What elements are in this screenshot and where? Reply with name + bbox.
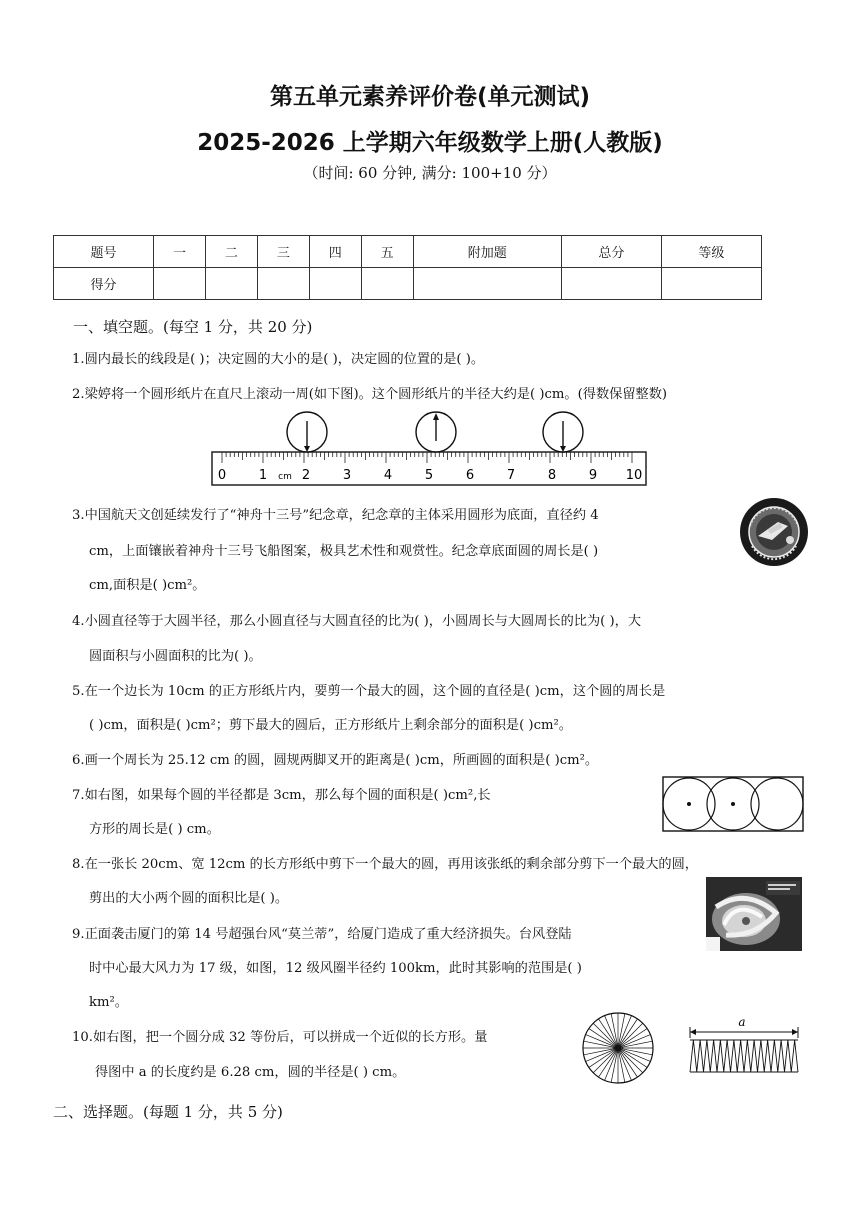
question-4-line-2: 圆面积与小圆面积的比为( )。 — [89, 649, 262, 664]
question-10-line-2: 得图中 a 的长度约是 6.28 cm，圆的半径是( ) cm。 — [95, 1065, 406, 1080]
title-line-1: 第五单元素养评价卷(单元测试) — [269, 84, 591, 110]
rolling-circle — [287, 412, 327, 452]
ruler-label: 8 — [547, 468, 557, 483]
title-line-2: 2025-2026 上学期六年级数学上册(人教版) — [197, 130, 663, 156]
question-6: 6.画一个周长为 25.12 cm 的圆，圆规两脚叉开的距离是( )cm，所画圆的面积是( )cm²。 — [72, 753, 599, 768]
question-3-line-1: 3.中国航天文创延续发行了“神舟十三号”纪念章，纪念章的主体采用圆形为底面，直径约 4 — [72, 508, 599, 523]
shenzhou-badge-image — [738, 496, 810, 568]
section-2-heading: 二、选择题。(每题 1 分，共 5 分) — [53, 1103, 283, 1121]
ruler-label: 2 — [301, 468, 311, 483]
question-2: 2.梁婷将一个圆形纸片在直尺上滚动一周(如下图)。这个圆形纸片的半径大约是( )cm。(得数保留整数) — [72, 387, 668, 402]
typhoon-image — [706, 877, 802, 951]
score-table-header: 四 — [309, 236, 361, 268]
score-cell[interactable] — [413, 268, 561, 300]
score-table-header: 五 — [361, 236, 413, 268]
question-1: 1.圆内最长的线段是( )；决定圆的大小的是( )，决定圆的位置的是( )。 — [72, 352, 485, 367]
ruler-label: 0 — [217, 468, 227, 483]
question-8-line-1: 8.在一张长 20cm、宽 12cm 的长方形纸中剪下一个最大的圆，再用该张纸的剩余部分剪下一个最大的圆， — [72, 857, 698, 872]
score-table-score-row — [54, 268, 762, 300]
question-5-line-2: ( )cm，面积是( )cm²；剪下最大的圆后，正方形纸片上剩余部分的面积是( )cm²。 — [89, 718, 572, 733]
score-cell[interactable] — [205, 268, 257, 300]
ruler-label: 1 — [258, 468, 268, 483]
question-7-line-1: 7.如右图，如果每个圆的半径都是 3cm，那么每个圆的面积是( )cm²,长 — [72, 788, 491, 803]
rolling-circle — [543, 412, 583, 452]
ruler-label: 10 — [625, 468, 643, 483]
question-8-line-2: 剪出的大小两个圆的面积比是( )。 — [89, 891, 289, 906]
approx-rectangle-figure — [684, 1014, 806, 1076]
rolling-circle — [416, 412, 456, 452]
score-table-header: 等级 — [661, 236, 761, 268]
question-10-line-1: 10.如右图，把一个圆分成 32 等份后，可以拼成一个近似的长方形。量 — [72, 1030, 488, 1045]
ruler-figure — [200, 408, 660, 490]
ruler-label: 7 — [506, 468, 516, 483]
length-label-a: a — [738, 1015, 746, 1029]
score-table — [53, 235, 762, 300]
ruler-unit-label: cm — [278, 472, 292, 482]
score-table-header: 总分 — [561, 236, 661, 268]
question-5-line-1: 5.在一个边长为 10cm 的正方形纸片内，要剪一个最大的圆，这个圆的直径是( )cm，这个圆的周长是 — [72, 684, 666, 699]
score-row-label: 得分 — [54, 268, 154, 300]
ruler-label: 3 — [342, 468, 352, 483]
score-cell[interactable] — [154, 268, 206, 300]
three-circles-figure — [662, 776, 804, 832]
question-3-line-3: cm,面积是( )cm²。 — [89, 578, 206, 593]
score-cell[interactable] — [661, 268, 761, 300]
score-cell[interactable] — [309, 268, 361, 300]
section-1-heading: 一、填空题。(每空 1 分，共 20 分) — [73, 318, 313, 336]
score-table-header: 一 — [154, 236, 206, 268]
question-7-line-2: 方形的周长是( ) cm。 — [89, 822, 220, 837]
score-table-header-row — [54, 236, 762, 268]
ruler-label: 9 — [588, 468, 598, 483]
score-cell[interactable] — [561, 268, 661, 300]
sector-zigzag — [690, 1040, 798, 1072]
score-cell[interactable] — [361, 268, 413, 300]
exam-subtitle: （时间: 60 分钟, 满分: 100+10 分） — [303, 164, 557, 182]
question-9-line-2: 时中心最大风力为 17 级，如图，12 级风圈半径约 100km，此时其影响的范围是( ) — [89, 961, 582, 976]
question-9-line-3: km²。 — [89, 995, 128, 1010]
question-3-line-2: cm，上面镶嵌着神舟十三号飞船图案，极具艺术性和观赏性。纪念章底面圆的周长是( ) — [89, 544, 599, 559]
question-4-line-1: 4.小圆直径等于大圆半径，那么小圆直径与大圆直径的比为( )，小圆周长与大圆周长的比为( )，大 — [72, 614, 642, 629]
ruler-label: 5 — [424, 468, 434, 483]
question-9-line-1: 9.正面袭击厦门的第 14 号超强台风“莫兰蒂”，给厦门造成了重大经济损失。台风登陆 — [72, 927, 572, 942]
divided-circle-figure — [580, 1010, 656, 1086]
ruler-label: 4 — [383, 468, 393, 483]
score-table-header: 三 — [257, 236, 309, 268]
score-table-header: 二 — [205, 236, 257, 268]
score-table-header: 题号 — [54, 236, 154, 268]
score-cell[interactable] — [257, 268, 309, 300]
score-table-header: 附加题 — [413, 236, 561, 268]
ruler-label: 6 — [465, 468, 475, 483]
